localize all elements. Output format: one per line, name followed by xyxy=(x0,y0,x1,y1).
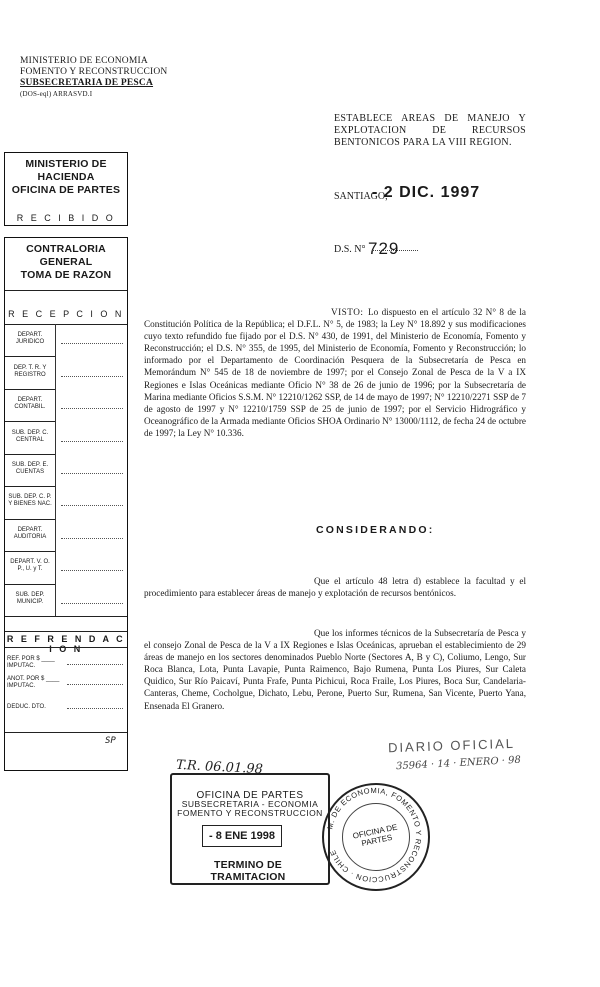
contraloria-row-line xyxy=(61,505,123,506)
considerando-paragraph-1 xyxy=(144,575,526,599)
header-line-2: FOMENTO Y RECONSTRUCCION xyxy=(20,67,168,77)
initials: SP xyxy=(105,736,116,746)
contraloria-row-line xyxy=(61,408,123,409)
ministry-header xyxy=(20,56,168,100)
contraloria-row-divider xyxy=(5,389,55,390)
contraloria-row-label: SUB. DEP. C. CENTRAL xyxy=(11,429,49,443)
contraloria-row-line xyxy=(61,570,123,571)
paragraph-2-text: Que los informes técnicos de la Subsecretaría de Pesca y el consejo Zonal de Pesca de la V a IX Regiones e Islas Oceánicas, aprueban el establecimiento de 29 áreas de manejo en los sectores denominados Pueblo Norte (Sectores A, B y C), Coliumo, Lengo, Sur Roca Blanca, Lota, Punta Lavapie, Punta Raimenco, Bajo Rumena, Punta Los Piures, Sur Caleta Quidico, Sur Río Paicaví, Punta Frafe, Punta Pichicui, Roca Fraile, Los Piures, Boca Sur, Candelaria-Canteras, Cheme, Cocholgue, Dichato, Lebu, Perone, Puerto Sur, Rumena, San Vicente, Puerto Yana, Ensenada El Granero. xyxy=(144,628,526,711)
seal-center-text: OFICINA DE PARTES xyxy=(351,822,399,849)
contraloria-row-line xyxy=(61,441,123,442)
hacienda-status: R E C I B I D O xyxy=(16,213,116,223)
header-line-3: SUBSECRETARIA DE PESCA xyxy=(20,78,154,88)
contraloria-row-divider xyxy=(5,356,55,357)
hacienda-line-1: MINISTERIO DE HACIENDA xyxy=(25,158,107,183)
refrendacion-row-2: ANOT. POR $ ____ IMPUTAC. xyxy=(7,676,60,689)
oficina-line-2: SUBSECRETARIA - ECONOMIA xyxy=(181,799,319,809)
diario-oficial-stamp: DIARIO OFICIAL xyxy=(387,735,516,756)
recepcion-title: R E C E P C I O N xyxy=(8,309,124,319)
contraloria-row-line xyxy=(61,538,123,539)
decree-subject: ESTABLECE AREAS DE MANEJO Y EXPLOTACION DE RECURSOS BENTONICOS PARA LA VIII REGION. xyxy=(334,113,526,148)
contraloria-row-divider xyxy=(5,551,55,552)
contraloria-row-label: SUB. DEP. C. P. Y BIENES NAC. xyxy=(8,494,52,508)
ds-number: 729 xyxy=(368,239,400,258)
contraloria-row-divider xyxy=(5,421,55,422)
header-line-1: MINISTERIO DE ECONOMIA xyxy=(20,56,148,66)
oficina-partes-stamp xyxy=(170,773,330,885)
contraloria-row-label: DEPART. V. O. P., U. y T. xyxy=(10,559,50,573)
contraloria-row-line xyxy=(61,473,123,474)
ds-label: D.S. N° xyxy=(334,244,366,255)
refrendacion-row-1: REF. POR $ ____ IMPUTAC. xyxy=(7,656,55,669)
contraloria-row-divider xyxy=(5,486,55,487)
oficina-line-1: OFICINA DE PARTES xyxy=(196,790,304,801)
contraloria-row-line xyxy=(61,343,123,344)
contraloria-row-label: DEPART. JURIDICO xyxy=(15,332,45,346)
considerando-heading: CONSIDERANDO: xyxy=(316,524,435,536)
contraloria-row-label: SUB. DEP. E. CUENTAS xyxy=(11,462,49,475)
header-line-4: (DOS-eql) ARRASVD.I xyxy=(20,90,93,98)
decree-date: - 2 DIC. 1997 xyxy=(372,184,481,201)
contraloria-stamp xyxy=(4,237,128,771)
contraloria-row-label: DEPART. CONTABIL. xyxy=(14,397,46,411)
contraloria-row-divider xyxy=(5,519,55,520)
handwritten-tr-note: T.R. 06.01.98 xyxy=(175,757,264,778)
paragraph-1-text: Que el artículo 48 letra d) establece la facultad y el procedimiento para establecer áreas de manejo y explotación de recursos bentónicos. xyxy=(144,576,526,599)
contraloria-row-line xyxy=(61,376,123,377)
contraloria-line-1: CONTRALORIA GENERAL xyxy=(26,243,106,268)
place-label: SANTIAGO, xyxy=(334,191,388,202)
seal-ring-text: M. DE ECONOMIA, FOMENTO Y RECONSTRUCCION · CHILE xyxy=(325,785,424,885)
contraloria-row-divider xyxy=(5,454,55,455)
refrendacion-row-3: DEDUC. DTO. xyxy=(7,704,46,710)
visto-body: Lo dispuesto en el artículo 32 N° 8 de la Constitución Política de la República; el D.F.L. N° 5, de 1983; la Ley N° 18.892 y sus modificaciones cuyo texto refundido fue fijado por el D.S. N° 430, de 1991, del Ministerio de Economía, Fomento y Reconstrucción; el D.S. N° 355, de 1995, del Ministerio de Economía, Fomento y Reconstrucción; lo informado por el Departamento de Coordinación Pesquera de la Subsecretaría de Pesca en Memorándum N° 545 de 18 de noviembre de 1997; por el Consejo Zonal de Pesca de la V a IX Regiones e Islas Oceánicas mediante Oficio N° 38 de 26 de junio de 1996; por la Subsecretaría de Marina mediante Oficios S.S.M. N° 12210/1262 SSP, de 14 de mayo de 1997; N° 12210/2271 SSP de 7 de agosto de 1997 y N° 12210/1759 SSP de 25 de junio de 1997; por el Servicio Hidrográfico y Oceanográfico de la Armada mediante Oficios SHOA Ordinario N° 13000/1112, de fecha 24 de octubre de 1997; la Ley N° 10.336. xyxy=(144,307,526,438)
oficina-line-3: FOMENTO Y RECONSTRUCCION xyxy=(177,808,323,818)
hacienda-line-2: OFICINA DE PARTES xyxy=(11,184,121,196)
contraloria-row-label: DEPART. AUDITORIA xyxy=(13,526,47,540)
diario-oficial-note: 35964 · 14 · ENERO · 98 xyxy=(395,754,522,773)
considerando-paragraph-2 xyxy=(144,627,526,712)
visto-paragraph xyxy=(144,306,526,439)
oficina-stamp-status: TERMINO DE TRAMITACION xyxy=(210,859,286,883)
contraloria-row-label: DEP. T. R. Y REGISTRO xyxy=(13,364,47,378)
refrendacion-title: R E F R E N D A C I O N xyxy=(6,634,126,654)
oficina-stamp-date: - 8 ENE 1998 xyxy=(202,825,282,847)
ds-dotted-line xyxy=(372,250,418,251)
hacienda-reception-stamp xyxy=(4,152,128,226)
contraloria-row-label: SUB. DEP. MUNICIP. xyxy=(15,591,45,605)
contraloria-line-2: TOMA DE RAZON xyxy=(20,269,112,281)
contraloria-row-line xyxy=(61,603,123,604)
contraloria-row-divider xyxy=(5,584,55,585)
round-ministry-seal xyxy=(322,783,430,891)
visto-lead: VISTO: xyxy=(330,307,364,317)
